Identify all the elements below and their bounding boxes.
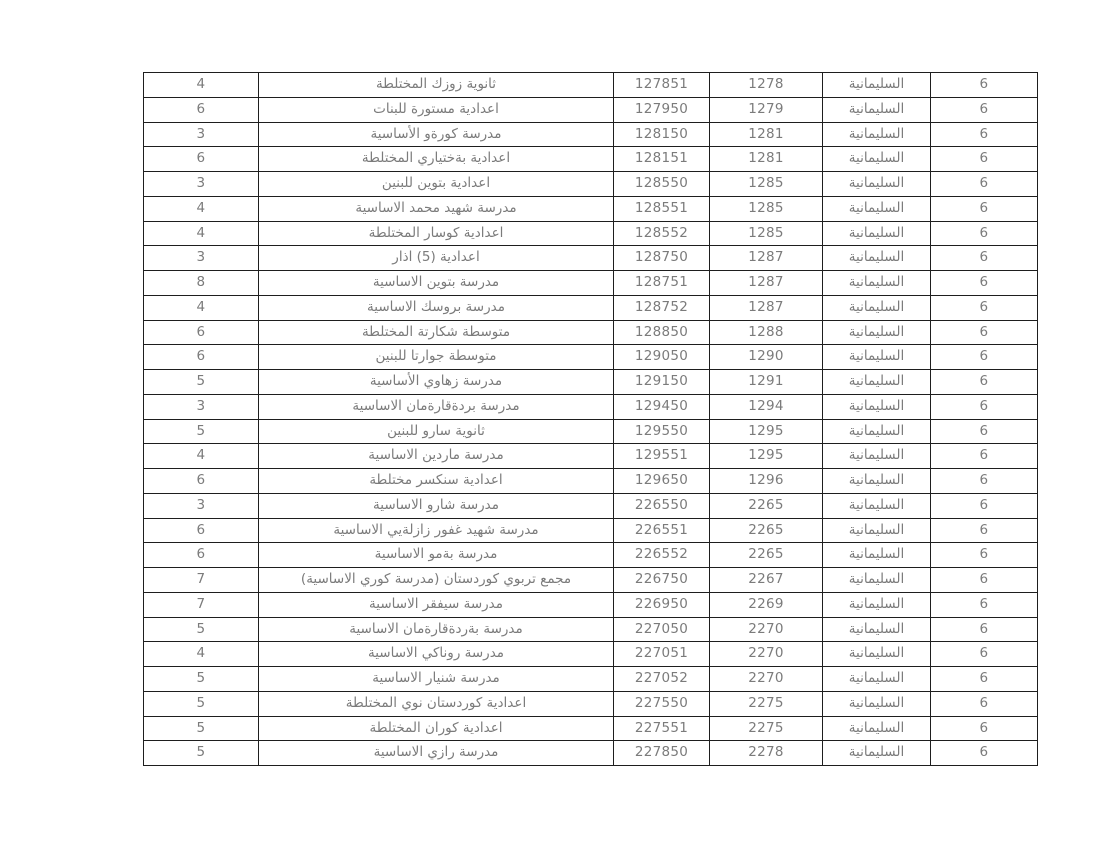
- cell-count: 6: [144, 518, 259, 543]
- cell-school_code: 128150: [614, 122, 710, 147]
- cell-count: 6: [144, 320, 259, 345]
- cell-count: 5: [144, 741, 259, 766]
- cell-count: 6: [144, 345, 259, 370]
- cell-center_code: 1285: [710, 172, 823, 197]
- cell-governorate: السليمانية: [823, 221, 931, 246]
- cell-governorate: السليمانية: [823, 295, 931, 320]
- cell-school_name: اعدادية سنكسر مختلطة: [259, 469, 614, 494]
- table-row: [144, 394, 1038, 419]
- cell-center_code: 1285: [710, 221, 823, 246]
- table-row: [144, 617, 1038, 642]
- table-row: [144, 419, 1038, 444]
- cell-center_code: 1287: [710, 295, 823, 320]
- table-row: [144, 370, 1038, 395]
- cell-center_code: 1296: [710, 469, 823, 494]
- cell-center_code: 1294: [710, 394, 823, 419]
- cell-count: 6: [144, 469, 259, 494]
- cell-governorate: السليمانية: [823, 73, 931, 98]
- cell-school_name: ثانوية زوزك المختلطة: [259, 73, 614, 98]
- cell-count: 8: [144, 271, 259, 296]
- schools-table-body: [144, 73, 1038, 766]
- cell-governorate: السليمانية: [823, 345, 931, 370]
- cell-governorate: السليمانية: [823, 592, 931, 617]
- cell-governorate: السليمانية: [823, 196, 931, 221]
- cell-governorate: السليمانية: [823, 394, 931, 419]
- cell-school_name: اعدادية كوران المختلطة: [259, 716, 614, 741]
- table-row: [144, 518, 1038, 543]
- cell-school_name: مدرسة شارو الاساسية: [259, 493, 614, 518]
- table-row: [144, 469, 1038, 494]
- table-row: [144, 592, 1038, 617]
- table-row: [144, 196, 1038, 221]
- cell-school_code: 226550: [614, 493, 710, 518]
- cell-center_code: 2270: [710, 667, 823, 692]
- schools-table-container: [143, 72, 1037, 765]
- cell-region_number: 6: [931, 196, 1038, 221]
- cell-school_name: مدرسة ماردين الاساسية: [259, 444, 614, 469]
- cell-governorate: السليمانية: [823, 122, 931, 147]
- cell-school_code: 227550: [614, 691, 710, 716]
- cell-center_code: 2265: [710, 518, 823, 543]
- cell-region_number: 6: [931, 444, 1038, 469]
- cell-school_code: 227052: [614, 667, 710, 692]
- cell-school_name: اعدادية كوردستان نوي المختلطة: [259, 691, 614, 716]
- cell-count: 6: [144, 97, 259, 122]
- cell-region_number: 6: [931, 147, 1038, 172]
- cell-school_name: مدرسة بروسك الاساسية: [259, 295, 614, 320]
- cell-school_name: اعدادية بتوين للبنين: [259, 172, 614, 197]
- cell-count: 5: [144, 691, 259, 716]
- cell-school_code: 128151: [614, 147, 710, 172]
- cell-center_code: 1285: [710, 196, 823, 221]
- table-row: [144, 246, 1038, 271]
- cell-count: 5: [144, 419, 259, 444]
- cell-count: 4: [144, 196, 259, 221]
- cell-region_number: 6: [931, 518, 1038, 543]
- table-row: [144, 691, 1038, 716]
- table-row: [144, 642, 1038, 667]
- table-row: [144, 147, 1038, 172]
- table-row: [144, 716, 1038, 741]
- cell-region_number: 6: [931, 295, 1038, 320]
- cell-region_number: 6: [931, 172, 1038, 197]
- cell-center_code: 2267: [710, 568, 823, 593]
- cell-region_number: 6: [931, 221, 1038, 246]
- cell-count: 4: [144, 73, 259, 98]
- cell-region_number: 6: [931, 741, 1038, 766]
- cell-school_code: 227050: [614, 617, 710, 642]
- cell-region_number: 6: [931, 691, 1038, 716]
- cell-center_code: 1287: [710, 271, 823, 296]
- cell-school_code: 129550: [614, 419, 710, 444]
- table-row: [144, 444, 1038, 469]
- cell-governorate: السليمانية: [823, 97, 931, 122]
- cell-governorate: السليمانية: [823, 469, 931, 494]
- cell-school_code: 227051: [614, 642, 710, 667]
- cell-count: 5: [144, 716, 259, 741]
- cell-governorate: السليمانية: [823, 493, 931, 518]
- cell-center_code: 1290: [710, 345, 823, 370]
- cell-count: 3: [144, 394, 259, 419]
- cell-region_number: 6: [931, 493, 1038, 518]
- table-row: [144, 493, 1038, 518]
- table-row: [144, 221, 1038, 246]
- cell-governorate: السليمانية: [823, 617, 931, 642]
- cell-school_name: مجمع تربوي كوردستان (مدرسة كوري الاساسية): [259, 568, 614, 593]
- cell-school_name: اعدادية مستورة للبنات: [259, 97, 614, 122]
- cell-school_code: 129551: [614, 444, 710, 469]
- cell-count: 5: [144, 617, 259, 642]
- schools-table: [143, 72, 1038, 766]
- cell-school_name: مدرسة روناكي الاساسية: [259, 642, 614, 667]
- cell-region_number: 6: [931, 271, 1038, 296]
- cell-region_number: 6: [931, 394, 1038, 419]
- cell-count: 6: [144, 543, 259, 568]
- table-row: [144, 97, 1038, 122]
- table-row: [144, 320, 1038, 345]
- cell-school_code: 129150: [614, 370, 710, 395]
- cell-region_number: 6: [931, 716, 1038, 741]
- cell-school_name: ثانوية سارو للبنين: [259, 419, 614, 444]
- cell-region_number: 6: [931, 370, 1038, 395]
- cell-region_number: 6: [931, 543, 1038, 568]
- cell-governorate: السليمانية: [823, 667, 931, 692]
- cell-school_code: 227551: [614, 716, 710, 741]
- cell-center_code: 2270: [710, 642, 823, 667]
- cell-school_code: 226950: [614, 592, 710, 617]
- table-row: [144, 73, 1038, 98]
- cell-governorate: السليمانية: [823, 172, 931, 197]
- cell-governorate: السليمانية: [823, 444, 931, 469]
- cell-center_code: 1287: [710, 246, 823, 271]
- cell-governorate: السليمانية: [823, 271, 931, 296]
- cell-count: 3: [144, 493, 259, 518]
- cell-governorate: السليمانية: [823, 320, 931, 345]
- cell-center_code: 2278: [710, 741, 823, 766]
- cell-school_code: 129450: [614, 394, 710, 419]
- cell-region_number: 6: [931, 97, 1038, 122]
- cell-school_name: مدرسة زهاوي الأساسية: [259, 370, 614, 395]
- cell-school_code: 128751: [614, 271, 710, 296]
- cell-school_code: 128550: [614, 172, 710, 197]
- cell-count: 4: [144, 221, 259, 246]
- table-row: [144, 568, 1038, 593]
- cell-school_code: 227850: [614, 741, 710, 766]
- cell-governorate: السليمانية: [823, 716, 931, 741]
- cell-count: 6: [144, 147, 259, 172]
- cell-school_name: متوسطة جوارتا للبنين: [259, 345, 614, 370]
- cell-school_name: مدرسة سيفقر الاساسية: [259, 592, 614, 617]
- cell-center_code: 1295: [710, 419, 823, 444]
- cell-school_code: 226552: [614, 543, 710, 568]
- cell-region_number: 6: [931, 345, 1038, 370]
- cell-center_code: 1281: [710, 122, 823, 147]
- cell-center_code: 1291: [710, 370, 823, 395]
- cell-region_number: 6: [931, 320, 1038, 345]
- cell-center_code: 1295: [710, 444, 823, 469]
- cell-school_name: مدرسة بردةقارةمان الاساسية: [259, 394, 614, 419]
- cell-governorate: السليمانية: [823, 147, 931, 172]
- cell-school_name: اعدادية (5) اذار: [259, 246, 614, 271]
- cell-governorate: السليمانية: [823, 568, 931, 593]
- cell-school_code: 129050: [614, 345, 710, 370]
- cell-region_number: 6: [931, 469, 1038, 494]
- cell-governorate: السليمانية: [823, 642, 931, 667]
- cell-school_code: 128750: [614, 246, 710, 271]
- table-row: [144, 122, 1038, 147]
- cell-school_code: 226750: [614, 568, 710, 593]
- table-row: [144, 345, 1038, 370]
- cell-governorate: السليمانية: [823, 419, 931, 444]
- table-row: [144, 295, 1038, 320]
- cell-school_name: مدرسة شهيد غفور زازلةيي الاساسية: [259, 518, 614, 543]
- cell-school_name: مدرسة شهيد محمد الاساسية: [259, 196, 614, 221]
- cell-school_name: مدرسة بةمو الاساسية: [259, 543, 614, 568]
- cell-region_number: 6: [931, 617, 1038, 642]
- cell-school_code: 128752: [614, 295, 710, 320]
- cell-count: 3: [144, 246, 259, 271]
- cell-count: 3: [144, 172, 259, 197]
- cell-count: 5: [144, 370, 259, 395]
- cell-region_number: 6: [931, 667, 1038, 692]
- cell-region_number: 6: [931, 592, 1038, 617]
- table-row: [144, 741, 1038, 766]
- cell-school_name: متوسطة شكارتة المختلطة: [259, 320, 614, 345]
- table-row: [144, 172, 1038, 197]
- cell-school_name: مدرسة بةردةقارةمان الاساسية: [259, 617, 614, 642]
- cell-school_code: 226551: [614, 518, 710, 543]
- cell-center_code: 2270: [710, 617, 823, 642]
- cell-count: 7: [144, 592, 259, 617]
- cell-governorate: السليمانية: [823, 543, 931, 568]
- cell-region_number: 6: [931, 568, 1038, 593]
- cell-count: 3: [144, 122, 259, 147]
- cell-governorate: السليمانية: [823, 741, 931, 766]
- cell-count: 4: [144, 295, 259, 320]
- cell-school_name: مدرسة كورةو الأساسية: [259, 122, 614, 147]
- cell-school_name: مدرسة شنيار الاساسية: [259, 667, 614, 692]
- table-row: [144, 271, 1038, 296]
- cell-center_code: 2269: [710, 592, 823, 617]
- cell-school_code: 129650: [614, 469, 710, 494]
- cell-school_code: 128552: [614, 221, 710, 246]
- cell-governorate: السليمانية: [823, 518, 931, 543]
- cell-count: 7: [144, 568, 259, 593]
- cell-region_number: 6: [931, 642, 1038, 667]
- table-row: [144, 667, 1038, 692]
- cell-school_code: 127950: [614, 97, 710, 122]
- cell-school_name: اعدادية بةختياري المختلطة: [259, 147, 614, 172]
- cell-region_number: 6: [931, 419, 1038, 444]
- cell-center_code: 1278: [710, 73, 823, 98]
- cell-region_number: 6: [931, 122, 1038, 147]
- cell-school_code: 127851: [614, 73, 710, 98]
- cell-center_code: 1279: [710, 97, 823, 122]
- cell-governorate: السليمانية: [823, 370, 931, 395]
- cell-count: 4: [144, 444, 259, 469]
- cell-school_code: 128850: [614, 320, 710, 345]
- cell-center_code: 1281: [710, 147, 823, 172]
- cell-region_number: 6: [931, 246, 1038, 271]
- cell-center_code: 2275: [710, 691, 823, 716]
- cell-school_name: مدرسة بتوين الاساسية: [259, 271, 614, 296]
- cell-center_code: 2265: [710, 493, 823, 518]
- cell-governorate: السليمانية: [823, 246, 931, 271]
- cell-center_code: 2265: [710, 543, 823, 568]
- cell-count: 5: [144, 667, 259, 692]
- cell-school_code: 128551: [614, 196, 710, 221]
- cell-count: 4: [144, 642, 259, 667]
- cell-center_code: 1288: [710, 320, 823, 345]
- cell-school_name: مدرسة رازي الاساسية: [259, 741, 614, 766]
- cell-governorate: السليمانية: [823, 691, 931, 716]
- cell-school_name: اعدادية كوسار المختلطة: [259, 221, 614, 246]
- cell-region_number: 6: [931, 73, 1038, 98]
- table-row: [144, 543, 1038, 568]
- cell-center_code: 2275: [710, 716, 823, 741]
